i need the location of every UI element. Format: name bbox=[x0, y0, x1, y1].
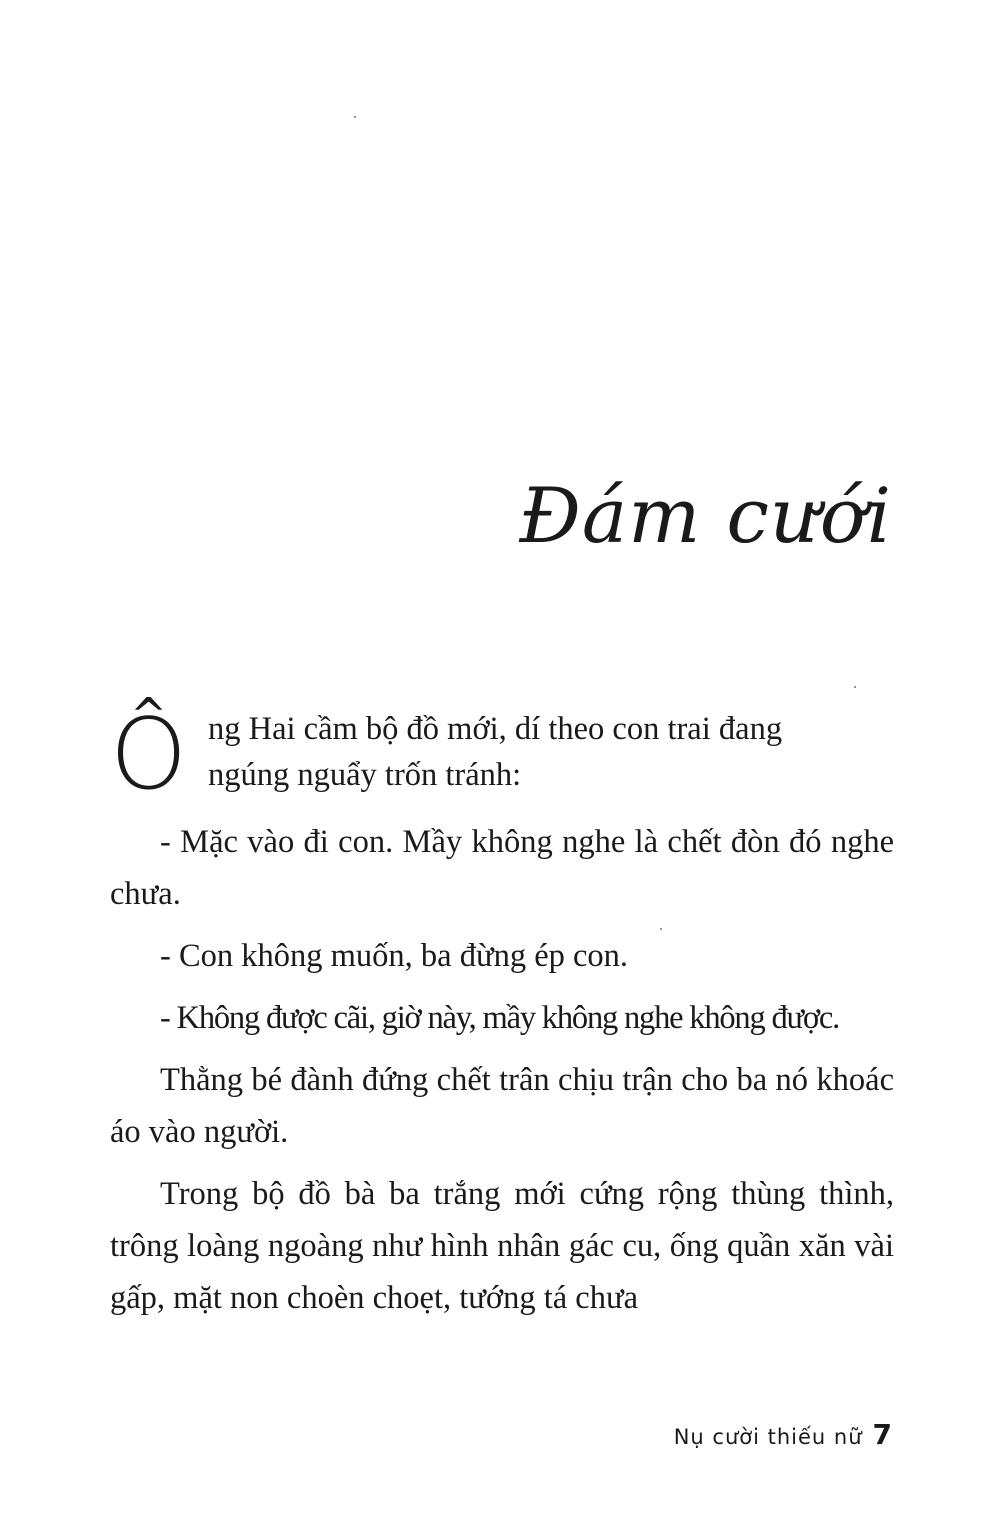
body-text bbox=[110, 816, 894, 1324]
paper-speck bbox=[854, 686, 856, 688]
opening-line-1: ng Hai cầm bộ đồ mới, dí theo con trai đang bbox=[208, 711, 783, 747]
opening-line-2: ngúng nguẩy trốn tránh: bbox=[208, 757, 522, 793]
paragraph-5: Trong bộ đồ bà ba trắng mới cứng rộng thùng thình, trông loàng ngoàng như hình nhân gác cu, ống quần xăn vài gấp, mặt non choèn choẹt, tướng tá chưa bbox=[110, 1176, 894, 1316]
chapter-title: Đám cưới bbox=[519, 471, 892, 560]
opening-paragraph bbox=[110, 698, 894, 812]
paragraph-3: - Không được cãi, giờ này, mầy không nghe không được. bbox=[160, 1000, 840, 1036]
paper-speck bbox=[660, 928, 662, 930]
running-footer bbox=[674, 1418, 892, 1451]
drop-cap: Ô bbox=[110, 698, 188, 812]
paragraph-2: - Con không muốn, ba đừng ép con. bbox=[160, 938, 629, 974]
footer-book-title: Nụ cười thiếu nữ bbox=[673, 1425, 863, 1449]
paragraph-4: Thằng bé đành đứng chết trân chịu trận cho ba nó khoác áo vào người. bbox=[110, 1062, 894, 1150]
opening-text bbox=[208, 706, 894, 798]
page-number: 7 bbox=[872, 1418, 892, 1451]
paper-speck bbox=[354, 116, 356, 118]
paragraph-1: - Mặc vào đi con. Mầy không nghe là chết đòn đó nghe chưa. bbox=[110, 824, 894, 912]
